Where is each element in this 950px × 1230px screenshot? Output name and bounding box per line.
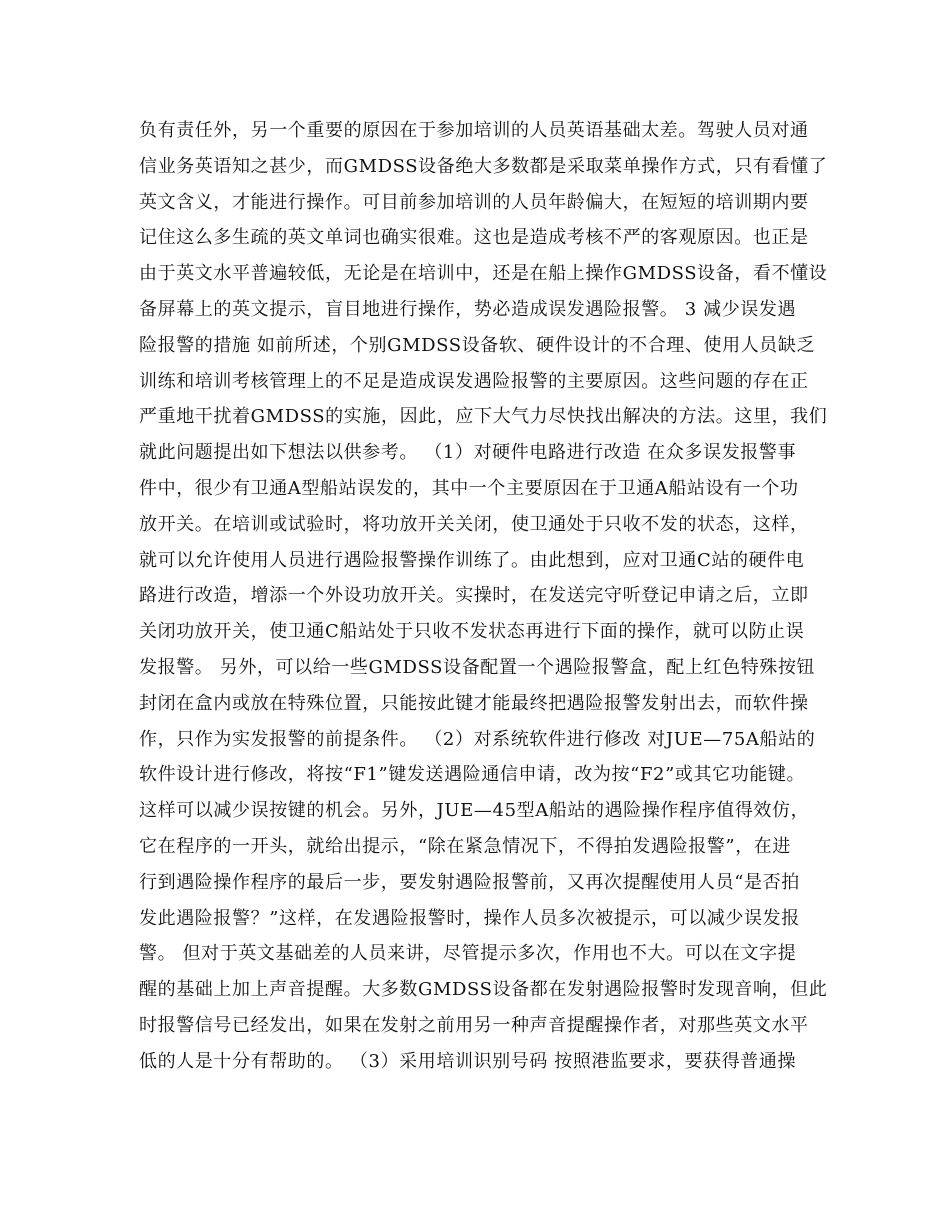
text-line: 英文含义，才能进行操作。可目前参加培训的人员年龄偏大，在短短的培训期内要 xyxy=(139,191,809,213)
text-line: 记住这么多生疏的英文单词也确实很难。这也是造成考核不严的客观原因。也正是 xyxy=(139,227,809,249)
text-line: 由于英文水平普遍较低，无论是在培训中，还是在船上操作GMDSS设备，看不懂设 xyxy=(139,263,828,285)
text-line: 路进行改造，增添一个外设功放开关。实操时，在发送完守听登记申请之后，立即 xyxy=(139,585,809,607)
text-line: 负有责任外，另一个重要的原因在于参加培训的人员英语基础太差。驾驶人员对通 xyxy=(139,120,809,141)
text-line: 醒的基础上加上声音提醒。大多数GMDSS设备都在发射遇险报警时发现音响，但此 xyxy=(139,979,828,1001)
text-line: 件中，很少有卫通A型船站误发的，其中一个主要原因在于卫通A船站设有一个功 xyxy=(139,477,799,499)
text-line: 作，只作为实发报警的前提条件。 （2）对系统软件进行修改 对JUE—75A船站的 xyxy=(139,728,816,750)
text-line: 时报警信号已经发出，如果在发射之前用另一种声音提醒操作者，对那些英文水平 xyxy=(139,1014,809,1036)
text-line: 行到遇险操作程序的最后一步，要发射遇险报警前，又再次提醒使用人员“是否拍 xyxy=(139,871,800,893)
text-line: 严重地干扰着GMDSS的实施，因此，应下大气力尽快找出解决的方法。这里，我们 xyxy=(139,406,828,428)
body-text xyxy=(139,113,829,1080)
text-line: 这样可以减少误按键的机会。另外，JUE—45型A船站的遇险操作程序值得效仿， xyxy=(139,800,810,822)
text-line: 训练和培训考核管理上的不足是造成误发遇险报警的主要原因。这些问题的存在正 xyxy=(139,370,809,392)
text-line: 放开关。在培训或试验时，将功放开关关闭，使卫通处于只收不发的状态，这样， xyxy=(139,513,809,535)
text-line: 信业务英语知之甚少，而GMDSS设备绝大多数都是采取菜单操作方式，只有看懂了 xyxy=(139,155,828,177)
text-line: 它在程序的一开头，就给出提示，“除在紧急情况下，不得拍发遇险报警”，在进 xyxy=(139,835,792,857)
text-line: 关闭功放开关，使卫通C船站处于只收不发状态再进行下面的操作，就可以防止误 xyxy=(139,621,805,643)
text-line: 软件设计进行修改，将按“F1”键发送遇险通信申请，改为按“F2”或其它功能键。 xyxy=(139,764,806,786)
text-line: 封闭在盒内或放在特殊位置，只能按此键才能最终把遇险报警发射出去，而软件操 xyxy=(139,692,809,714)
text-line: 低的人是十分有帮助的。 （3）采用培训识别号码 按照港监要求，要获得普通操 xyxy=(139,1050,797,1072)
text-line: 就此问题提出如下想法以供参考。 （1）对硬件电路进行改造 在众多误发报警事 xyxy=(139,442,797,464)
text-line: 备屏幕上的英文提示，盲目地进行操作，势必造成误发遇险报警。 3 减少误发遇 xyxy=(139,298,797,320)
text-line: 警。 但对于英文基础差的人员来讲，尽管提示多次，作用也不大。可以在文字提 xyxy=(139,943,797,965)
text-line: 险报警的措施 如前所述，个别GMDSS设备软、硬件设计的不合理、使用人员缺乏 xyxy=(139,334,816,356)
text-line: 发报警。 另外，可以给一些GMDSS设备配置一个遇险报警盒，配上红色特殊按钮 xyxy=(139,656,816,678)
text-line: 发此遇险报警？”这样，在发遇险报警时，操作人员多次被提示，可以减少误发报 xyxy=(139,907,800,929)
text-line: 就可以允许使用人员进行遇险报警操作训练了。由此想到，应对卫通C站的硬件电 xyxy=(139,549,805,571)
